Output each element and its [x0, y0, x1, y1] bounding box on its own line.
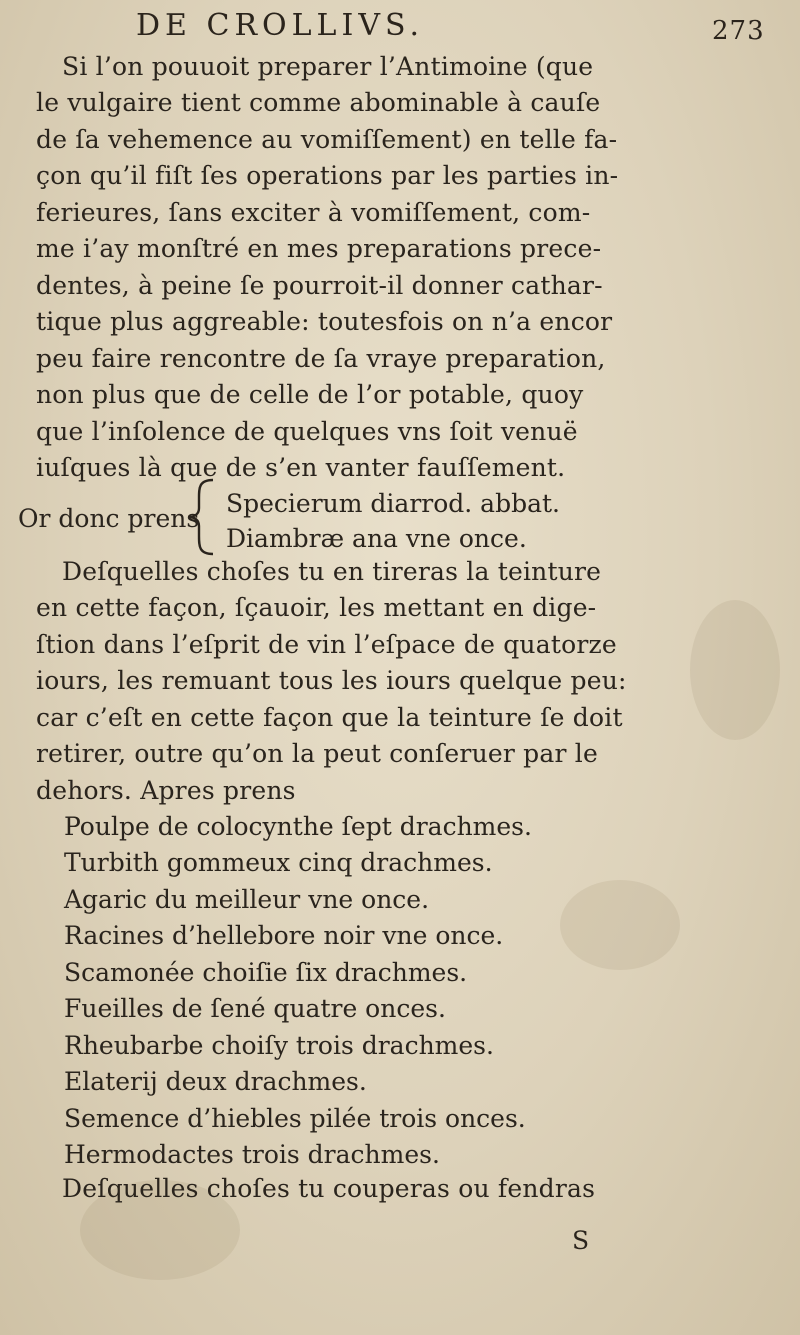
text-line: Deſquelles choſes tu couperas ou fendras	[62, 1174, 596, 1203]
text-line: non plus que de celle de l’or potable, quoy	[36, 380, 584, 409]
text-line: que l’inſolence de quelques vns ſoit venuë	[36, 417, 578, 446]
paper-stain	[560, 880, 680, 970]
paper-stain	[690, 600, 780, 740]
text-line: Deſquelles choſes tu en tireras la teinture	[62, 557, 602, 586]
text-line: en cette façon, ſçauoir, les mettant en dige-	[36, 593, 597, 622]
ingredient-line: Hermodactes trois drachmes.	[64, 1140, 440, 1169]
text-line: de ſa vehemence au vomiſſement) en telle fa-	[36, 125, 618, 154]
ingredient-line: Semence d’hiebles pilée trois onces.	[64, 1104, 526, 1133]
text-line: dentes, à peine ſe pourroit-il donner cathar-	[36, 271, 603, 300]
ingredient-line: Agaric du meilleur vne once.	[64, 885, 430, 914]
ingredient-line: Rheubarbe choiſy trois drachmes.	[64, 1031, 494, 1060]
text-line: peu faire rencontre de ſa vraye preparation,	[36, 344, 606, 373]
text-line: iuſques là que de s’en vanter fauſſement.	[36, 453, 566, 482]
ingredient-line: Elaterij deux drachmes.	[64, 1067, 367, 1096]
recipe-item: Specierum diarrod. abbat.	[226, 489, 560, 518]
text-line: çon qu’il fiſt ſes operations par les parties in-	[36, 161, 619, 190]
signature-mark: S	[572, 1226, 590, 1255]
text-line: le vulgaire tient comme abominable à cauſe	[36, 88, 601, 117]
text-line: car c’eſt en cette façon que la teinture ſe doit	[36, 703, 623, 732]
text-line: ſtion dans l’eſprit de vin l’eſpace de quatorze	[36, 630, 617, 659]
ingredient-line: Racines d’hellebore noir vne once.	[64, 921, 504, 950]
text-line: me i’ay monſtré en mes preparations prece-	[36, 234, 602, 263]
page-number: 273	[712, 16, 765, 46]
text-line: tique plus aggreable: toutesfois on n’a encor	[36, 307, 613, 336]
ingredient-line: Fueilles de ſené quatre onces.	[64, 994, 446, 1023]
curly-brace-icon	[183, 478, 219, 556]
running-title: DE CROLLIVS.	[136, 8, 425, 43]
text-line: retirer, outre qu’on la peut conſeruer par le	[36, 739, 598, 768]
recipe-item: Diambræ ana vne once.	[226, 524, 527, 553]
text-line: ferieures, ſans exciter à vomiſſement, com-	[36, 198, 591, 227]
recipe-lead: Or donc prens	[18, 504, 200, 533]
ingredient-line: Turbith gommeux cinq drachmes.	[64, 848, 493, 877]
ingredient-line: Poulpe de colocynthe ſept drachmes.	[64, 812, 532, 841]
text-line: Si l’on pouuoit preparer l’Antimoine (que	[62, 52, 594, 81]
ingredient-line: Scamonée choiſie ſix drachmes.	[64, 958, 468, 987]
text-line: dehors. Apres prens	[36, 776, 296, 805]
text-line: iours, les remuant tous les iours quelque peu:	[36, 666, 627, 695]
